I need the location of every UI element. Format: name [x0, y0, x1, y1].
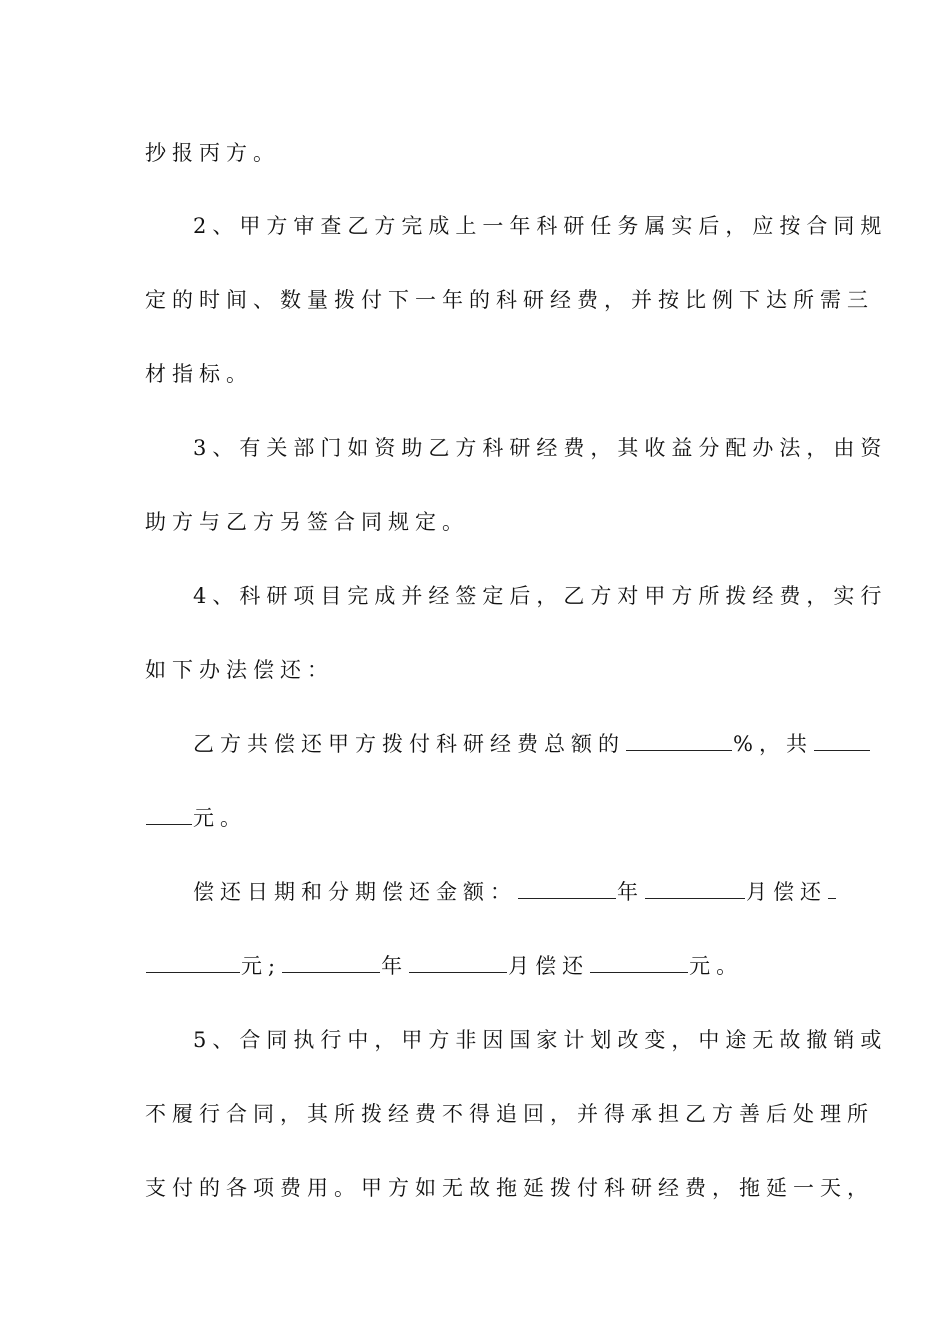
paragraph-2-line-2: [145, 285, 874, 315]
paragraph-3-line-1: [193, 433, 888, 463]
month-blank-1[interactable]: [645, 877, 745, 899]
paragraph-5-line-2: [145, 1099, 874, 1129]
paragraph-4-line-2: [145, 655, 805, 685]
paragraph-2-line-1: [193, 211, 888, 241]
text-segment: 月偿还: [508, 954, 590, 978]
text-segment: 定的时间、数量拨付下一年的科研经费，并按比例下达所需三: [145, 288, 874, 312]
amount-blank-end[interactable]: [146, 803, 192, 825]
text-segment: 3、有关部门如资助乙方科研经费，其收益分配办法，由资: [193, 436, 888, 460]
text-segment: 2、甲方审查乙方完成上一年科研任务属实后，应按合同规: [193, 214, 888, 238]
text-segment: 元。: [193, 806, 247, 830]
text-segment: 偿还日期和分期偿还金额：: [193, 880, 517, 904]
amount-blank-2[interactable]: [590, 951, 688, 973]
text-segment: 元;: [241, 954, 282, 978]
text-segment: 月偿还: [746, 880, 827, 904]
repayment-total-line-2: [145, 803, 805, 833]
repayment-total-line: [193, 729, 813, 759]
text-segment: 乙方共偿还甲方拨付科研经费总额的: [193, 732, 625, 756]
paragraph-2-line-3: [145, 359, 805, 389]
text-segment: 年: [617, 880, 644, 904]
text-segment: 材指标。: [145, 362, 253, 386]
text-segment: 5、合同执行中，甲方非因国家计划改变，中途无故撤销或: [193, 1028, 888, 1052]
text-segment: 年: [381, 954, 409, 978]
paragraph-5-line-3: [145, 1173, 874, 1203]
paragraph-4-line-1: [193, 581, 888, 611]
text-segment: 助方与乙方另签合同规定。: [145, 510, 469, 534]
text-segment: 4、科研项目完成并经签定后，乙方对甲方所拨经费，实行: [193, 584, 888, 608]
paragraph-5-line-1: [193, 1025, 888, 1055]
percent-blank[interactable]: [626, 729, 732, 751]
year-blank-1[interactable]: [518, 877, 616, 899]
year-blank-2[interactable]: [282, 951, 380, 973]
amount-blank-1-start[interactable]: [828, 877, 836, 899]
month-blank-2[interactable]: [409, 951, 507, 973]
repayment-schedule-line: [193, 877, 827, 907]
text-segment: 如下办法偿还：: [145, 658, 334, 682]
amount-blank-1-end[interactable]: [146, 951, 240, 973]
text-segment: 不履行合同，其所拨经费不得追回，并得承担乙方善后处理所: [145, 1102, 874, 1126]
amount-blank-start[interactable]: [814, 729, 870, 751]
paragraph-3-line-2: [145, 507, 805, 537]
text-segment: %，共: [733, 732, 813, 756]
text-segment: 抄报丙方。: [145, 141, 280, 165]
repayment-schedule-line-2: [145, 951, 805, 981]
text-segment: 支付的各项费用。甲方如无故拖延拨付科研经费，拖延一天，: [145, 1176, 874, 1200]
text-line: [145, 138, 805, 168]
text-segment: 元。: [689, 954, 744, 978]
